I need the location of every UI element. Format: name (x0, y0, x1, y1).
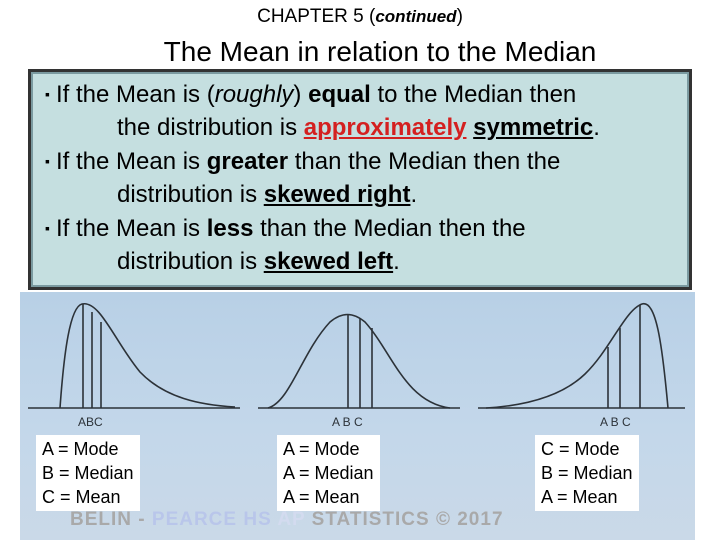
legend-line: A = Median (283, 463, 374, 483)
chapter-continued: continued (375, 7, 457, 26)
chapter-close: ) (456, 6, 463, 27)
legend-skewed-left (535, 435, 639, 511)
text: to the Median then (370, 81, 577, 108)
legend-line: A = Mean (541, 487, 618, 507)
footer-watermark (70, 509, 504, 531)
text: ) (293, 81, 309, 108)
slide-title: The Mean in relation to the Median (163, 36, 597, 67)
chapter-heading (0, 6, 720, 28)
legend-skewed-right (36, 435, 140, 511)
footer-text: AP (277, 509, 312, 530)
bullet-equal-cont (117, 111, 600, 144)
text-symmetric: symmetric (473, 114, 594, 141)
bullet-marker-icon: ▪ (45, 86, 50, 102)
legend-line: C = Mode (541, 439, 620, 459)
legend-line: B = Median (541, 463, 633, 483)
bullet-less (45, 212, 526, 245)
text: distribution is (117, 181, 264, 208)
legend-line: C = Mean (42, 487, 121, 507)
curve-labels-middle: A B C (332, 415, 363, 429)
footer-text: PEARCE HS (151, 509, 278, 530)
bullet-marker-icon: ▪ (45, 220, 50, 236)
text: than the Median then the (288, 148, 561, 175)
text: If the Mean is (55, 215, 207, 242)
text-skewed-right: skewed right (263, 181, 411, 208)
text: . (593, 114, 600, 141)
text: If the Mean is ( (55, 81, 215, 108)
curve-symmetric (268, 315, 450, 409)
text: than the Median then the (253, 215, 526, 242)
curve-skewed-right (60, 304, 235, 408)
text-italic: roughly (214, 81, 294, 108)
bullet-marker-icon: ▪ (45, 153, 50, 169)
bullet-equal (45, 78, 576, 111)
bullet-less-cont (117, 245, 400, 278)
bullet-greater-cont (117, 178, 417, 211)
text-skewed-left: skewed left (263, 248, 394, 275)
legend-line: B = Median (42, 463, 134, 483)
text-approximately: approximately (303, 114, 467, 141)
footer-text: BELIN - (70, 509, 152, 530)
footer-text: STATISTICS © 2017 (311, 509, 504, 530)
text: If the Mean is (55, 148, 207, 175)
curve-labels-left: ABC (78, 415, 103, 429)
curve-labels-right: A B C (600, 415, 631, 429)
text: . (410, 181, 418, 208)
legend-symmetric (277, 435, 380, 511)
legend-line: A = Mean (283, 487, 360, 507)
text-bold: greater (206, 148, 289, 175)
legend-line: A = Mode (283, 439, 360, 459)
text: distribution is (117, 248, 264, 275)
text-bold: less (206, 215, 254, 242)
text-bold: equal (308, 81, 371, 108)
legend-line: A = Mode (42, 439, 119, 459)
distribution-figure (20, 292, 695, 540)
text: . (393, 248, 400, 275)
rules-box (28, 69, 692, 290)
chapter-label: CHAPTER 5 ( (257, 6, 376, 27)
bullet-greater (45, 145, 560, 178)
text: the distribution is (117, 114, 304, 141)
